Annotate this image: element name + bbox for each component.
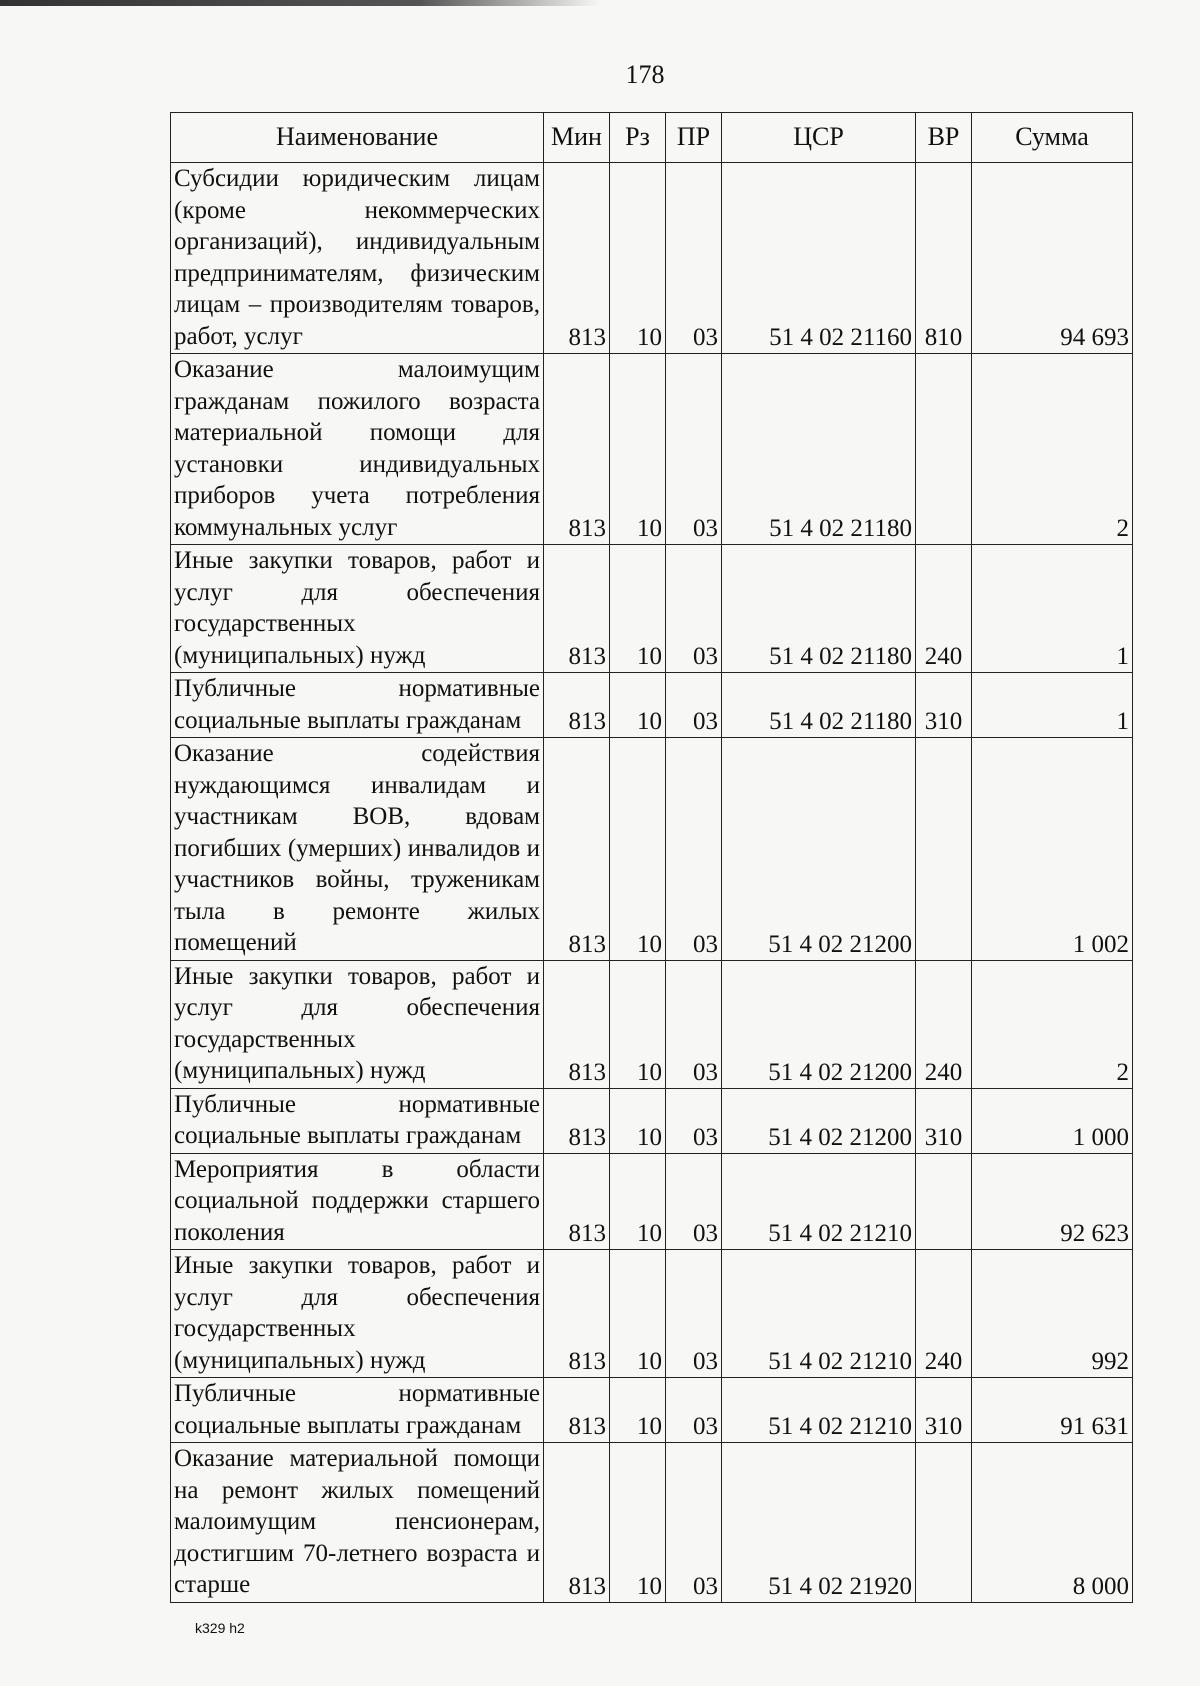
- row-min: 813: [544, 1378, 610, 1443]
- row-pr: 03: [666, 1153, 722, 1250]
- row-name: Иные закупки товаров, работ и услуг для обеспечения государственных (муниципальных) нужд: [171, 545, 544, 673]
- table-row: [171, 738, 1133, 961]
- row-min: 813: [544, 1443, 610, 1603]
- row-vr: 240: [916, 960, 972, 1088]
- row-name: Иные закупки товаров, работ и услуг для обеспечения государственных (муниципальных) нужд: [171, 1250, 544, 1378]
- row-min: 813: [544, 163, 610, 354]
- row-vr: [916, 738, 972, 961]
- table-row: [171, 960, 1133, 1088]
- row-min: 813: [544, 354, 610, 545]
- table-row: [171, 673, 1133, 738]
- row-sum: 8 000: [972, 1443, 1133, 1603]
- row-sum: 1: [972, 545, 1133, 673]
- row-sum: 992: [972, 1250, 1133, 1378]
- row-sum: 2: [972, 960, 1133, 1088]
- table-row: [171, 354, 1133, 545]
- row-min: 813: [544, 673, 610, 738]
- table-row: [171, 1378, 1133, 1443]
- row-name: Оказание материальной помощи на ремонт жилых помещений малоимущим пенсионерам, достигшим 70-летнего возраста и старше: [171, 1443, 544, 1603]
- row-csr: 51 4 02 21210: [722, 1250, 916, 1378]
- row-rz: 10: [610, 1088, 666, 1153]
- footer-code: k329 h2: [195, 1620, 245, 1636]
- table-row: [171, 163, 1133, 354]
- row-vr: [916, 354, 972, 545]
- row-csr: 51 4 02 21180: [722, 673, 916, 738]
- table-header-row: [171, 113, 1133, 163]
- row-csr: 51 4 02 21180: [722, 354, 916, 545]
- row-vr: 240: [916, 1250, 972, 1378]
- row-name: Оказание малоимущим гражданам пожилого возраста материальной помощи для установки индивидуальных приборов учета потребления коммунальных услуг: [171, 354, 544, 545]
- row-csr: 51 4 02 21180: [722, 545, 916, 673]
- row-csr: 51 4 02 21200: [722, 738, 916, 961]
- row-min: 813: [544, 1153, 610, 1250]
- row-min: 813: [544, 960, 610, 1088]
- row-name: Оказание содействия нуждающимся инвалидам и участникам ВОВ, вдовам погибших (умерших) инвалидов и участников войны, труженикам тыла в ремонте жилых помещений: [171, 738, 544, 961]
- row-vr: [916, 1153, 972, 1250]
- row-name: Публичные нормативные социальные выплаты гражданам: [171, 673, 544, 738]
- row-pr: 03: [666, 738, 722, 961]
- row-pr: 03: [666, 960, 722, 1088]
- row-min: 813: [544, 1088, 610, 1153]
- header-vr: ВР: [916, 113, 972, 163]
- row-name: Публичные нормативные социальные выплаты гражданам: [171, 1088, 544, 1153]
- row-csr: 51 4 02 21200: [722, 960, 916, 1088]
- row-sum: 94 693: [972, 163, 1133, 354]
- row-name: Мероприятия в области социальной поддержки старшего поколения: [171, 1153, 544, 1250]
- table-row: [171, 1088, 1133, 1153]
- row-min: 813: [544, 738, 610, 961]
- row-vr: 240: [916, 545, 972, 673]
- table-row: [171, 545, 1133, 673]
- row-min: 813: [544, 545, 610, 673]
- row-name: Публичные нормативные социальные выплаты гражданам: [171, 1378, 544, 1443]
- row-rz: 10: [610, 738, 666, 961]
- row-pr: 03: [666, 1443, 722, 1603]
- row-sum: 92 623: [972, 1153, 1133, 1250]
- row-csr: 51 4 02 21160: [722, 163, 916, 354]
- table-row: [171, 1153, 1133, 1250]
- row-rz: 10: [610, 1250, 666, 1378]
- table-row: [171, 1250, 1133, 1378]
- row-sum: 91 631: [972, 1378, 1133, 1443]
- row-sum: 1 002: [972, 738, 1133, 961]
- row-vr: 310: [916, 1378, 972, 1443]
- row-rz: 10: [610, 354, 666, 545]
- row-rz: 10: [610, 163, 666, 354]
- row-pr: 03: [666, 1250, 722, 1378]
- row-pr: 03: [666, 163, 722, 354]
- row-rz: 10: [610, 1378, 666, 1443]
- row-pr: 03: [666, 545, 722, 673]
- row-csr: 51 4 02 21210: [722, 1378, 916, 1443]
- row-vr: [916, 1443, 972, 1603]
- header-min: Мин: [544, 113, 610, 163]
- row-name: Субсидии юридическим лицам (кроме некоммерческих организаций), индивидуальным предпринимателям, физическим лицам – производителям товаров, работ, услуг: [171, 163, 544, 354]
- page-number: 178: [625, 60, 665, 89]
- table-row: [171, 1443, 1133, 1603]
- header-rz: Рз: [610, 113, 666, 163]
- row-rz: 10: [610, 960, 666, 1088]
- header-csr: ЦСР: [722, 113, 916, 163]
- row-name: Иные закупки товаров, работ и услуг для обеспечения государственных (муниципальных) нужд: [171, 960, 544, 1088]
- header-pr: ПР: [666, 113, 722, 163]
- row-min: 813: [544, 1250, 610, 1378]
- row-vr: 810: [916, 163, 972, 354]
- row-rz: 10: [610, 673, 666, 738]
- row-pr: 03: [666, 354, 722, 545]
- row-sum: 1: [972, 673, 1133, 738]
- budget-table: [170, 112, 1133, 1603]
- scan-edge-shadow: [0, 0, 600, 6]
- header-sum: Сумма: [972, 113, 1133, 163]
- row-csr: 51 4 02 21200: [722, 1088, 916, 1153]
- row-pr: 03: [666, 1378, 722, 1443]
- row-rz: 10: [610, 1153, 666, 1250]
- row-vr: 310: [916, 673, 972, 738]
- row-rz: 10: [610, 545, 666, 673]
- row-sum: 1 000: [972, 1088, 1133, 1153]
- row-csr: 51 4 02 21920: [722, 1443, 916, 1603]
- row-pr: 03: [666, 1088, 722, 1153]
- row-pr: 03: [666, 673, 722, 738]
- row-csr: 51 4 02 21210: [722, 1153, 916, 1250]
- row-vr: 310: [916, 1088, 972, 1153]
- row-rz: 10: [610, 1443, 666, 1603]
- header-name: Наименование: [171, 113, 544, 163]
- row-sum: 2: [972, 354, 1133, 545]
